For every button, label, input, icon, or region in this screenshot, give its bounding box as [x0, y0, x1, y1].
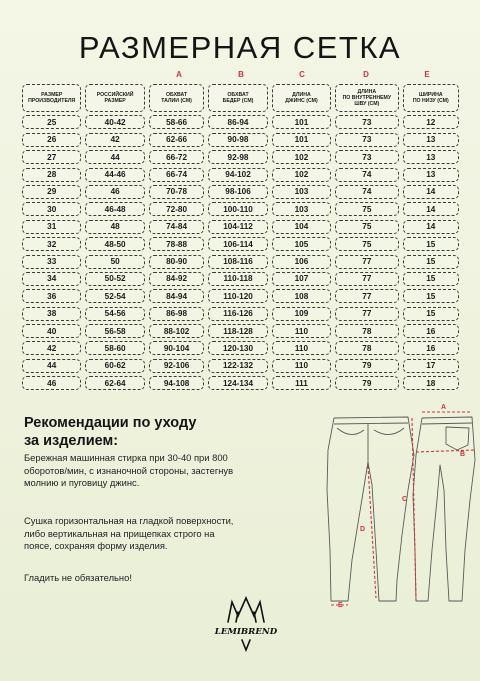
- table-cell: 78: [335, 324, 398, 338]
- header-russian-size: РОССИЙСКИЙ РАЗМЕР: [85, 84, 144, 112]
- brand-logo: [214, 592, 278, 656]
- care-title-line1: Рекомендации по уходу: [24, 415, 197, 431]
- table-cell: 14: [403, 220, 459, 234]
- table-cell: 75: [335, 220, 398, 234]
- table-cell: 48-50: [85, 237, 144, 251]
- table-cell: 78-88: [149, 237, 204, 251]
- table-cell: 106-114: [208, 237, 267, 251]
- header-manufacturer-size: РАЗМЕР ПРОИЗВОДИТЕЛЯ: [22, 84, 81, 112]
- table-cell: 98-106: [208, 185, 267, 199]
- table-cell: 30: [22, 202, 81, 216]
- table-cell: 46-48: [85, 202, 144, 216]
- table-cell: 60-62: [85, 359, 144, 373]
- table-cell: 110-118: [208, 272, 267, 286]
- table-cell: 52-54: [85, 289, 144, 303]
- table-cell: 110-120: [208, 289, 267, 303]
- table-cell: 92-98: [208, 150, 267, 164]
- table-cell: 79: [335, 359, 398, 373]
- table-row: [22, 255, 459, 269]
- table-cell: 29: [22, 185, 81, 199]
- table-cell: 105: [272, 237, 331, 251]
- measure-letters: [0, 70, 480, 82]
- page-title: РАЗМЕРНАЯ СЕТКА: [78, 30, 402, 65]
- brand-logo-crown-icon: [228, 598, 264, 650]
- table-row: [22, 289, 459, 303]
- table-body: [22, 115, 459, 390]
- table-cell: 84-92: [149, 272, 204, 286]
- back-waistband: [422, 423, 472, 424]
- front-pocket-left: [337, 428, 364, 435]
- table-row: [22, 376, 459, 390]
- front-jeans-outline: [327, 417, 414, 601]
- care-iron: Гладить не обязательно!: [24, 572, 132, 583]
- header-length: ДЛИНА ДЖИНС (СМ): [272, 84, 331, 112]
- table-cell: 48: [85, 220, 144, 234]
- table-cell: 46: [85, 185, 144, 199]
- table-row: [22, 115, 459, 129]
- table-cell: 70-78: [149, 185, 204, 199]
- table-cell: 66-74: [149, 168, 204, 182]
- table-row: [22, 220, 459, 234]
- table-cell: 44: [85, 150, 144, 164]
- table-cell: 56-58: [85, 324, 144, 338]
- header-hem-width: ШИРИНА ПО НИЗУ (СМ): [403, 84, 459, 112]
- table-cell: 100-110: [208, 202, 267, 216]
- table-row: [22, 359, 459, 373]
- table-cell: 77: [335, 289, 398, 303]
- table-cell: 104-112: [208, 220, 267, 234]
- table-cell: 32: [22, 237, 81, 251]
- table-cell: 73: [335, 150, 398, 164]
- table-cell: 42: [85, 133, 144, 147]
- table-cell: 15: [403, 307, 459, 321]
- diagram-label-c: C: [402, 496, 408, 503]
- header-inseam: ДЛИНА ПО ВНУТРЕННЕМУ ШВУ (СМ): [335, 84, 398, 112]
- care-title-line2: за изделием:: [24, 433, 119, 449]
- table-cell: 13: [403, 168, 459, 182]
- measure-letter-e: E: [424, 70, 430, 79]
- table-cell: 26: [22, 133, 81, 147]
- table-cell: 50-52: [85, 272, 144, 286]
- table-cell: 31: [22, 220, 81, 234]
- table-cell: 80-90: [149, 255, 204, 269]
- table-cell: 25: [22, 115, 81, 129]
- table-cell: 90-98: [208, 133, 267, 147]
- table-cell: 101: [272, 115, 331, 129]
- front-waistband: [334, 423, 408, 424]
- table-cell: 107: [272, 272, 331, 286]
- table-row: [22, 237, 459, 251]
- table-cell: 88-102: [149, 324, 204, 338]
- table-cell: 13: [403, 133, 459, 147]
- table-cell: 118-128: [208, 324, 267, 338]
- table-cell: 27: [22, 150, 81, 164]
- table-cell: 54-56: [85, 307, 144, 321]
- table-cell: 106: [272, 255, 331, 269]
- measure-letter-d: D: [363, 70, 369, 79]
- table-cell: 79: [335, 376, 398, 390]
- table-cell: 74-84: [149, 220, 204, 234]
- table-cell: 16: [403, 324, 459, 338]
- table-cell: 72-80: [149, 202, 204, 216]
- table-cell: 66-72: [149, 150, 204, 164]
- table-cell: 46: [22, 376, 81, 390]
- table-cell: 36: [22, 289, 81, 303]
- table-cell: 16: [403, 341, 459, 355]
- table-cell: 15: [403, 289, 459, 303]
- table-cell: 28: [22, 168, 81, 182]
- table-cell: 58-60: [85, 341, 144, 355]
- table-cell: 58-66: [149, 115, 204, 129]
- table-row: [22, 341, 459, 355]
- table-row: [22, 150, 459, 164]
- header-hips: ОБХВАТ БЕДЕР (СМ): [208, 84, 267, 112]
- table-cell: 78: [335, 341, 398, 355]
- table-cell: 62-64: [85, 376, 144, 390]
- measure-letter-b: B: [238, 70, 244, 79]
- table-cell: 86-94: [208, 115, 267, 129]
- table-cell: 110: [272, 341, 331, 355]
- diagram-label-b: B: [460, 451, 466, 458]
- table-cell: 77: [335, 272, 398, 286]
- back-pocket-patch: [446, 427, 469, 450]
- measure-letter-c: C: [299, 70, 305, 79]
- care-dry: Сушка горизонтальная на гладкой поверхности, либо вертикальная на прищепках строго на поясе, сохраняя форму изделия.: [24, 515, 234, 552]
- table-cell: 109: [272, 307, 331, 321]
- table-cell: 108-116: [208, 255, 267, 269]
- table-row: [22, 324, 459, 338]
- table-cell: 110: [272, 324, 331, 338]
- table-cell: 44: [22, 359, 81, 373]
- table-cell: 102: [272, 150, 331, 164]
- table-cell: 111: [272, 376, 331, 390]
- table-cell: 84-94: [149, 289, 204, 303]
- table-cell: 116-126: [208, 307, 267, 321]
- table-cell: 94-108: [149, 376, 204, 390]
- table-cell: 75: [335, 237, 398, 251]
- table-header: [22, 84, 459, 112]
- table-row: [22, 168, 459, 182]
- table-cell: 73: [335, 133, 398, 147]
- table-cell: 77: [335, 307, 398, 321]
- table-cell: 122-132: [208, 359, 267, 373]
- table-cell: 124-134: [208, 376, 267, 390]
- table-cell: 77: [335, 255, 398, 269]
- table-cell: 40-42: [85, 115, 144, 129]
- brand-name: LEMIBREND: [214, 627, 278, 637]
- table-cell: 74: [335, 185, 398, 199]
- table-cell: 75: [335, 202, 398, 216]
- table-cell: 92-106: [149, 359, 204, 373]
- table-cell: 14: [403, 202, 459, 216]
- table-cell: 18: [403, 376, 459, 390]
- table-row: [22, 307, 459, 321]
- table-cell: 74: [335, 168, 398, 182]
- table-cell: 12: [403, 115, 459, 129]
- care-wash: Бережная машинная стирка при 30-40 при 800 оборотов/мин, с изнаночной стороны, застегнув молнию и пуговицу джинс.: [24, 452, 234, 489]
- table-cell: 120-130: [208, 341, 267, 355]
- header-waist: ОБХВАТ ТАЛИИ (СМ): [149, 84, 204, 112]
- front-pocket-right: [374, 428, 404, 435]
- table-cell: 44-46: [85, 168, 144, 182]
- diagram-label-e: E: [338, 602, 343, 609]
- table-row: [22, 272, 459, 286]
- table-cell: 103: [272, 202, 331, 216]
- jeans-diagram: [256, 400, 476, 610]
- table-cell: 90-104: [149, 341, 204, 355]
- table-cell: 42: [22, 341, 81, 355]
- table-row: [22, 185, 459, 199]
- table-cell: 34: [22, 272, 81, 286]
- table-cell: 50: [85, 255, 144, 269]
- table-cell: 86-98: [149, 307, 204, 321]
- table-cell: 62-66: [149, 133, 204, 147]
- table-cell: 101: [272, 133, 331, 147]
- table-row: [22, 133, 459, 147]
- table-cell: 33: [22, 255, 81, 269]
- table-cell: 38: [22, 307, 81, 321]
- care-title: [24, 414, 224, 450]
- measure-line-b: [416, 450, 475, 452]
- table-cell: 15: [403, 272, 459, 286]
- table-cell: 103: [272, 185, 331, 199]
- table-cell: 73: [335, 115, 398, 129]
- back-jeans-outline: [413, 417, 475, 601]
- table-cell: 15: [403, 255, 459, 269]
- table-cell: 110: [272, 359, 331, 373]
- table-cell: 40: [22, 324, 81, 338]
- measure-letter-a: A: [176, 70, 182, 79]
- table-cell: 108: [272, 289, 331, 303]
- table-row: [22, 202, 459, 216]
- table-cell: 104: [272, 220, 331, 234]
- diagram-label-d: D: [360, 526, 366, 533]
- table-cell: 102: [272, 168, 331, 182]
- diagram-label-a: A: [441, 404, 447, 411]
- table-cell: 14: [403, 185, 459, 199]
- table-cell: 13: [403, 150, 459, 164]
- table-cell: 94-102: [208, 168, 267, 182]
- table-cell: 15: [403, 237, 459, 251]
- table-cell: 17: [403, 359, 459, 373]
- size-table: [22, 84, 459, 394]
